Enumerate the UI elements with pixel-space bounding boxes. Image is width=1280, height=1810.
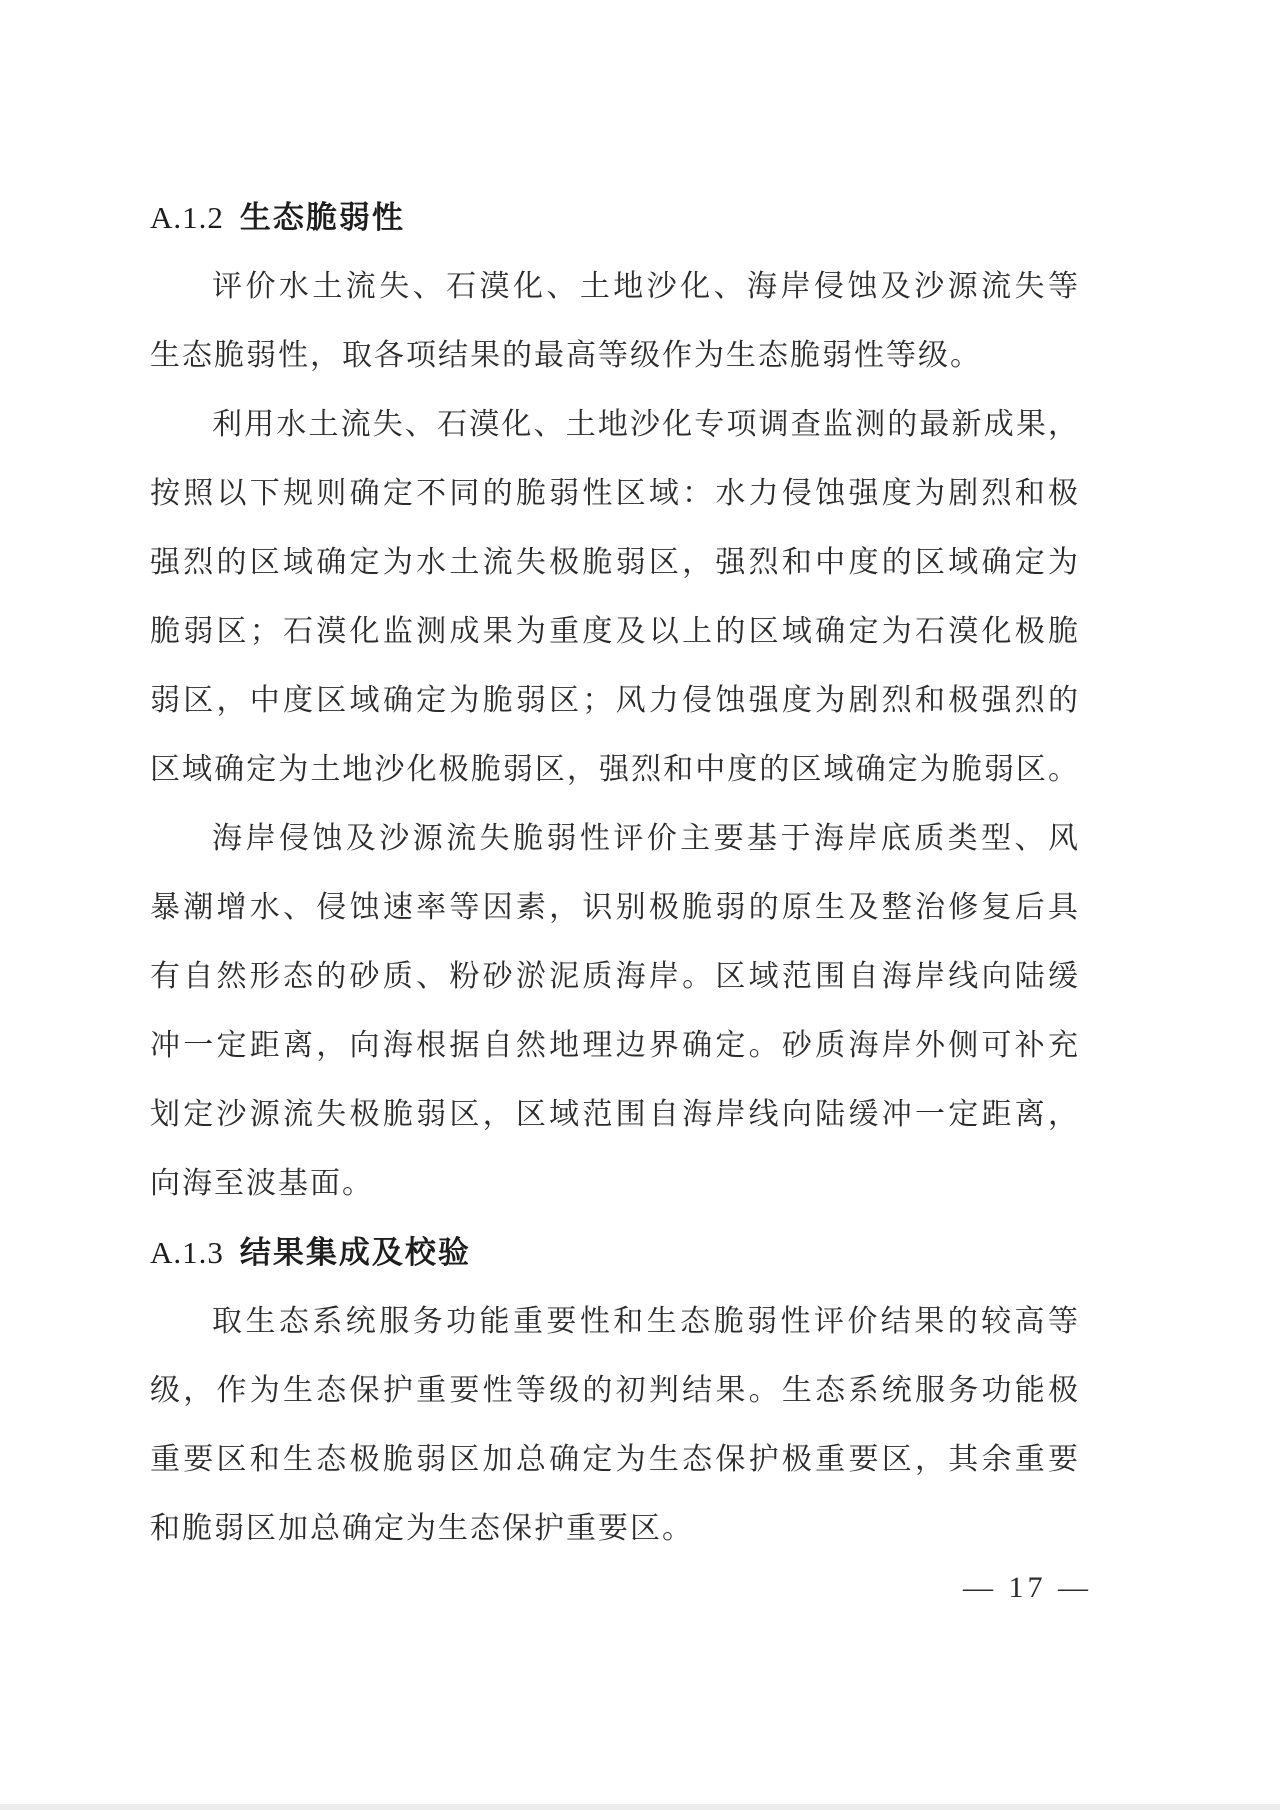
section-heading-a12 <box>150 183 1080 252</box>
text-line: 强烈的区域确定为水土流失极脆弱区，强烈和中度的区域确定为 <box>150 546 1080 579</box>
text-line: 海岸侵蚀及沙源流失脆弱性评价主要基于海岸底质类型、风 <box>212 822 1080 855</box>
text-line: 向海至波基面。 <box>150 1167 374 1200</box>
text-line: 按照以下规则确定不同的脆弱性区域：水力侵蚀强度为剧烈和极 <box>150 477 1080 510</box>
text-line: 划定沙源流失极脆弱区，区域范围自海岸线向陆缓冲一定距离， <box>150 1098 1080 1131</box>
section-title: 生态脆弱性 <box>239 200 405 235</box>
text-line: 评价水土流失、石漠化、土地沙化、海岸侵蚀及沙源流失等 <box>212 270 1080 303</box>
page-number-footer: — 17 — <box>963 1571 1092 1604</box>
scan-edge-artifact <box>0 1804 1280 1810</box>
text-line: 脆弱区；石漠化监测成果为重度及以上的区域确定为石漠化极脆 <box>150 615 1080 648</box>
text-line: 和脆弱区加总确定为生态保护重要区。 <box>150 1512 694 1545</box>
text-line: 级，作为生态保护重要性等级的初判结果。生态系统服务功能极 <box>150 1374 1080 1407</box>
text-line: 暴潮增水、侵蚀速率等因素，识别极脆弱的原生及整治修复后具 <box>150 891 1080 924</box>
section-number: A.1.3 <box>150 1235 224 1270</box>
text-line: 重要区和生态极脆弱区加总确定为生态保护极重要区，其余重要 <box>150 1443 1080 1476</box>
text-line: 弱区，中度区域确定为脆弱区；风力侵蚀强度为剧烈和极强烈的 <box>150 684 1080 717</box>
text-line: 有自然形态的砂质、粉砂淤泥质海岸。区域范围自海岸线向陆缓 <box>150 960 1080 993</box>
section-title: 结果集成及校验 <box>239 1235 471 1270</box>
text-line: 区域确定为土地沙化极脆弱区，强烈和中度的区域确定为脆弱区。 <box>150 753 1080 786</box>
section-heading-a13 <box>150 1218 1080 1287</box>
text-line: 利用水土流失、石漠化、土地沙化专项调查监测的最新成果， <box>212 408 1080 441</box>
text-line: 取生态系统服务功能重要性和生态脆弱性评价结果的较高等 <box>212 1305 1080 1338</box>
text-line: 生态脆弱性，取各项结果的最高等级作为生态脆弱性等级。 <box>150 339 982 372</box>
section-number: A.1.2 <box>150 200 224 235</box>
text-line: 冲一定距离，向海根据自然地理边界确定。砂质海岸外侧可补充 <box>150 1029 1080 1062</box>
document-body <box>150 183 1080 1563</box>
